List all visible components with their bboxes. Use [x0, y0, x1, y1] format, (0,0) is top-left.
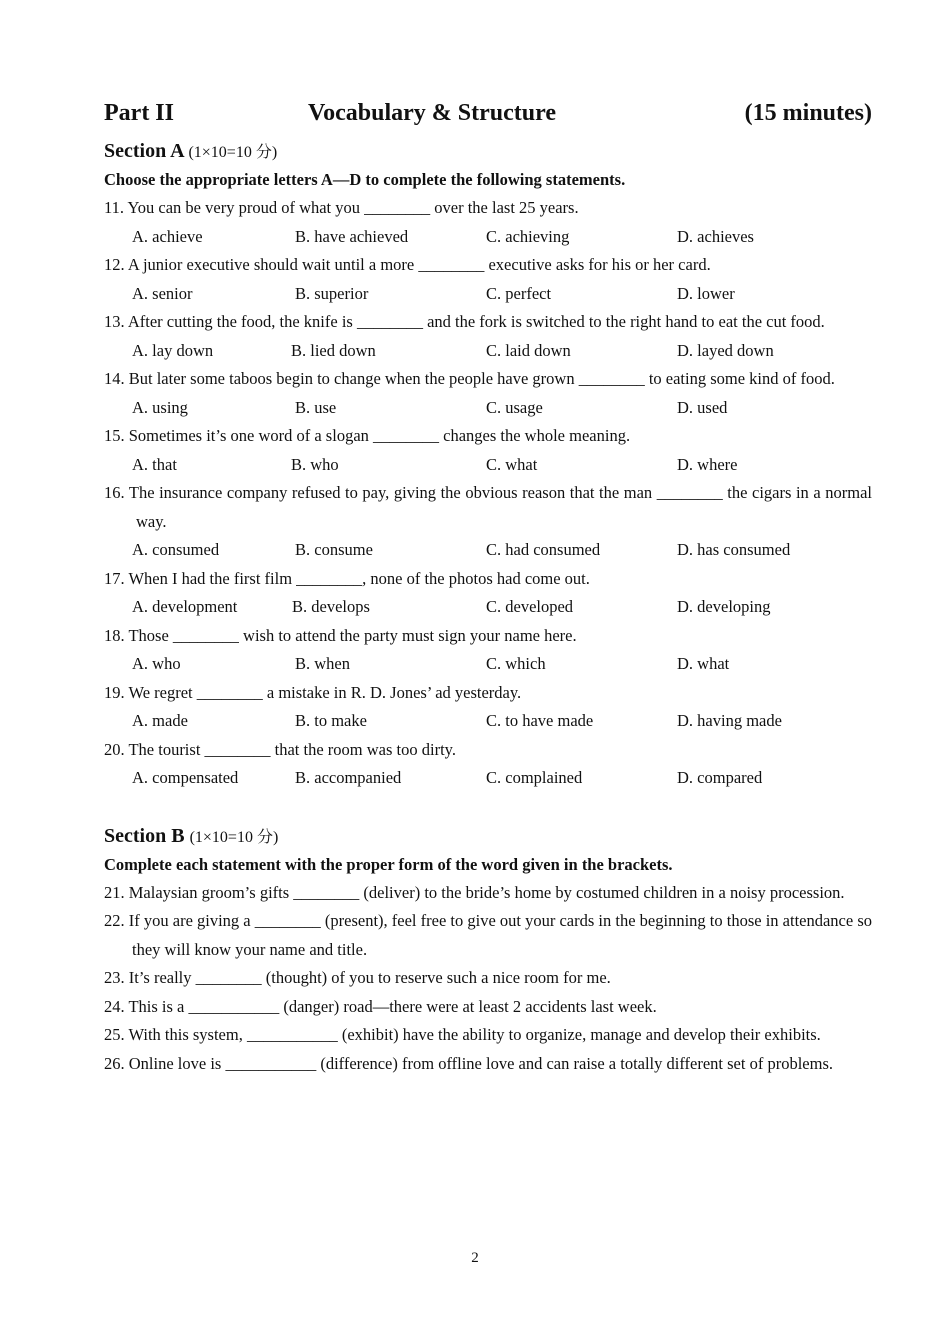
- fill-in-question: 23. It’s really ________ (thought) of you to reserve such a nice room for me.: [104, 968, 611, 987]
- option-a: A. achieve: [132, 226, 203, 246]
- question-stem: 19. We regret ________ a mistake in R. D. Jones’ ad yesterday.: [104, 682, 522, 702]
- option-b: B. when: [295, 654, 350, 673]
- option-b: B. lied down: [291, 340, 376, 360]
- fill-in-question: 22. If you are giving a ________ (present), feel free to give out your cards in the beginning to those in attendance so they will know your name and title.: [104, 911, 872, 959]
- option-d: D. achieves: [677, 226, 754, 246]
- part-header: [104, 100, 872, 134]
- option-c: C. complained: [486, 768, 583, 787]
- section-b-heading: [104, 821, 872, 851]
- part-label: Part II: [104, 100, 174, 126]
- question-options: [104, 650, 872, 679]
- option-a: A. that: [132, 454, 177, 474]
- section-a-label: Section A: [104, 140, 184, 162]
- option-c: C. had consumed: [486, 540, 601, 559]
- part-title: Vocabulary & Structure: [308, 100, 556, 126]
- section-b-instruction: Complete each statement with the proper form of the word given in the brackets.: [104, 854, 673, 874]
- option-a: A. consumed: [132, 540, 220, 559]
- question-stem: 11. You can be very proud of what you ________ over the last 25 years.: [104, 198, 579, 217]
- option-c: C. achieving: [486, 226, 570, 246]
- option-b: B. develops: [292, 597, 370, 616]
- exam-page: [104, 100, 872, 1078]
- option-b: B. to make: [295, 711, 367, 730]
- option-b: B. use: [295, 397, 337, 417]
- question-options: [104, 536, 872, 565]
- question-stem: 20. The tourist ________ that the room was too dirty.: [104, 739, 456, 759]
- option-d: D. what: [677, 654, 730, 673]
- question-stem: 15. Sometimes it’s one word of a slogan ________ changes the whole meaning.: [104, 426, 631, 445]
- question-options: [104, 280, 872, 309]
- option-b: B. superior: [295, 283, 369, 303]
- question-options: [104, 394, 872, 423]
- option-c: C. which: [486, 654, 546, 673]
- question-options: [104, 593, 872, 622]
- section-b-label: Section B: [104, 824, 185, 847]
- option-d: D. used: [677, 397, 728, 417]
- option-c: C. developed: [486, 597, 574, 616]
- question-options: [104, 223, 872, 252]
- option-d: D. where: [677, 454, 738, 474]
- option-c: C. what: [486, 454, 538, 474]
- option-b: B. accompanied: [295, 768, 402, 787]
- option-c: C. to have made: [486, 711, 594, 730]
- fill-in-question: 24. This is a ___________ (danger) road—there were at least 2 accidents last week.: [104, 996, 657, 1016]
- fill-in-question: 21. Malaysian groom’s gifts ________ (deliver) to the bride’s home by costumed children in a noisy procession.: [104, 882, 845, 902]
- section-a-points: (1×10=10 分): [188, 144, 278, 161]
- option-a: A. lay down: [132, 340, 214, 360]
- fill-in-question: 25. With this system, ___________ (exhibit) have the ability to organize, manage and develop their exhibits.: [104, 1025, 821, 1044]
- option-d: D. developing: [677, 597, 771, 616]
- question-stem: 12. A junior executive should wait until a more ________ executive asks for his or her card.: [104, 255, 711, 274]
- option-c: C. laid down: [486, 340, 571, 360]
- question-stem: 13. After cutting the food, the knife is ________ and the fork is switched to the right hand to eat the cut food.: [104, 312, 825, 331]
- option-a: A. made: [132, 711, 188, 730]
- question-options: [104, 764, 872, 793]
- option-d: D. layed down: [677, 340, 774, 360]
- option-a: A. development: [132, 597, 238, 616]
- option-b: B. have achieved: [295, 226, 409, 246]
- option-c: C. usage: [486, 397, 543, 417]
- question-options: [104, 707, 872, 736]
- question-stem: 18. Those ________ wish to attend the party must sign your name here.: [104, 625, 577, 645]
- question-stem: 14. But later some taboos begin to change when the people have grown ________ to eating some kind of food.: [104, 369, 835, 388]
- option-b: B. who: [291, 454, 339, 474]
- question-options: [104, 337, 872, 366]
- option-d: D. having made: [677, 711, 782, 730]
- option-b: B. consume: [295, 540, 373, 559]
- question-stem: 17. When I had the first film ________, none of the photos had come out.: [104, 568, 590, 588]
- option-d: D. has consumed: [677, 540, 791, 559]
- option-d: D. compared: [677, 768, 763, 787]
- option-d: D. lower: [677, 283, 735, 303]
- option-c: C. perfect: [486, 283, 552, 303]
- option-a: A. compensated: [132, 768, 239, 787]
- section-b-points: (1×10=10 分): [189, 828, 279, 846]
- option-a: A. who: [132, 654, 181, 673]
- section-a-instruction: Choose the appropriate letters A—D to complete the following statements.: [104, 170, 626, 189]
- section-a-heading: [104, 136, 872, 166]
- fill-in-question: 26. Online love is ___________ (difference) from offline love and can raise a totally different set of problems.: [104, 1053, 833, 1073]
- question-options: [104, 451, 872, 480]
- option-a: A. using: [132, 397, 188, 417]
- question-stem: 16. The insurance company refused to pay, giving the obvious reason that the man ________ the cigars in a normal way.: [104, 483, 872, 531]
- part-time: (15 minutes): [744, 100, 872, 126]
- option-a: A. senior: [132, 283, 193, 303]
- page-number: 2: [471, 1250, 479, 1266]
- section-spacer: [104, 793, 872, 819]
